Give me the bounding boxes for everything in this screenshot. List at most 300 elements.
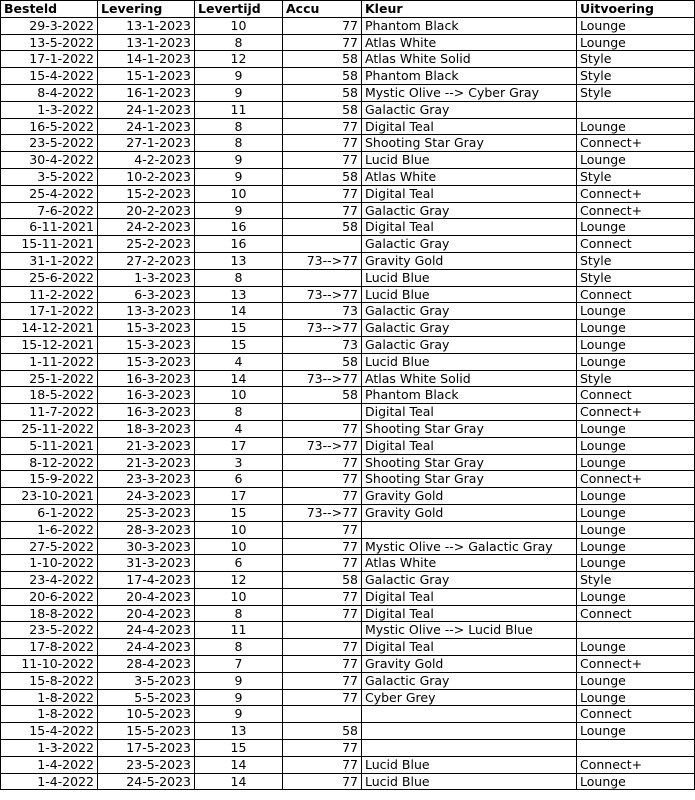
- besteld-cell: 7-6-2022: [1, 202, 98, 219]
- besteld-cell: 25-1-2022: [1, 370, 98, 387]
- kleur-cell: Digital Teal: [362, 404, 577, 421]
- table-row: [1, 622, 695, 639]
- table-row: [1, 555, 695, 572]
- accu-cell: 77: [283, 135, 362, 152]
- besteld-cell: 15-9-2022: [1, 471, 98, 488]
- accu-cell: [283, 622, 362, 639]
- kleur-cell: Lucid Blue: [362, 353, 577, 370]
- kleur-cell: Lucid Blue: [362, 152, 577, 169]
- levering-cell: 18-3-2023: [98, 420, 195, 437]
- levertijd-cell: 12: [195, 51, 283, 68]
- levering-cell: 6-3-2023: [98, 286, 195, 303]
- uitvoering-cell: Lounge: [577, 118, 695, 135]
- levertijd-cell: 8: [195, 34, 283, 51]
- levering-cell: 16-3-2023: [98, 404, 195, 421]
- header-levertijd: Levertijd: [195, 1, 283, 18]
- levertijd-cell: 10: [195, 185, 283, 202]
- accu-cell: 77: [283, 34, 362, 51]
- besteld-cell: 23-5-2022: [1, 135, 98, 152]
- accu-cell: 77: [283, 202, 362, 219]
- accu-cell: 77: [283, 521, 362, 538]
- besteld-cell: 6-1-2022: [1, 504, 98, 521]
- levertijd-cell: 14: [195, 303, 283, 320]
- levering-cell: 15-2-2023: [98, 185, 195, 202]
- table-row: [1, 370, 695, 387]
- uitvoering-cell: Connect+: [577, 656, 695, 673]
- levertijd-cell: 13: [195, 252, 283, 269]
- accu-cell: 77: [283, 740, 362, 757]
- header-kleur: Kleur: [362, 1, 577, 18]
- besteld-cell: 23-4-2022: [1, 572, 98, 589]
- levering-cell: 5-5-2023: [98, 689, 195, 706]
- levering-cell: 15-3-2023: [98, 353, 195, 370]
- levering-cell: 15-1-2023: [98, 68, 195, 85]
- levering-cell: 24-3-2023: [98, 488, 195, 505]
- uitvoering-cell: Lounge: [577, 538, 695, 555]
- uitvoering-cell: Style: [577, 68, 695, 85]
- uitvoering-cell: Connect+: [577, 135, 695, 152]
- levering-cell: 17-4-2023: [98, 572, 195, 589]
- kleur-cell: Digital Teal: [362, 605, 577, 622]
- table-row: [1, 572, 695, 589]
- table-row: [1, 454, 695, 471]
- accu-cell: 77: [283, 656, 362, 673]
- levertijd-cell: 9: [195, 68, 283, 85]
- kleur-cell: Galactic Gray: [362, 303, 577, 320]
- uitvoering-cell: Lounge: [577, 353, 695, 370]
- table-row: [1, 656, 695, 673]
- accu-cell: 77: [283, 689, 362, 706]
- header-accu: Accu: [283, 1, 362, 18]
- table-row: [1, 521, 695, 538]
- table-row: [1, 51, 695, 68]
- accu-cell: 73-->77: [283, 370, 362, 387]
- uitvoering-cell: Connect+: [577, 404, 695, 421]
- accu-cell: 77: [283, 420, 362, 437]
- table-row: [1, 689, 695, 706]
- table-row: [1, 84, 695, 101]
- uitvoering-cell: Connect: [577, 286, 695, 303]
- besteld-cell: 15-11-2021: [1, 236, 98, 253]
- kleur-cell: Lucid Blue: [362, 286, 577, 303]
- table-row: [1, 387, 695, 404]
- table-row: [1, 185, 695, 202]
- uitvoering-cell: Lounge: [577, 504, 695, 521]
- levertijd-cell: 16: [195, 219, 283, 236]
- uitvoering-cell: Style: [577, 84, 695, 101]
- levertijd-cell: 17: [195, 437, 283, 454]
- levering-cell: 13-3-2023: [98, 303, 195, 320]
- uitvoering-cell: Connect: [577, 605, 695, 622]
- uitvoering-cell: Lounge: [577, 336, 695, 353]
- accu-cell: 77: [283, 555, 362, 572]
- accu-cell: 58: [283, 101, 362, 118]
- besteld-cell: 8-12-2022: [1, 454, 98, 471]
- kleur-cell: Mystic Olive --> Lucid Blue: [362, 622, 577, 639]
- table-row: [1, 504, 695, 521]
- levering-cell: 3-5-2023: [98, 672, 195, 689]
- uitvoering-cell: Style: [577, 269, 695, 286]
- uitvoering-cell: Lounge: [577, 34, 695, 51]
- besteld-cell: 1-3-2022: [1, 740, 98, 757]
- table-row: [1, 672, 695, 689]
- levering-cell: 28-4-2023: [98, 656, 195, 673]
- besteld-cell: 31-1-2022: [1, 252, 98, 269]
- levering-cell: 31-3-2023: [98, 555, 195, 572]
- levertijd-cell: 12: [195, 572, 283, 589]
- besteld-cell: 23-5-2022: [1, 622, 98, 639]
- levering-cell: 20-4-2023: [98, 605, 195, 622]
- kleur-cell: Shooting Star Gray: [362, 420, 577, 437]
- besteld-cell: 1-11-2022: [1, 353, 98, 370]
- kleur-cell: [362, 740, 577, 757]
- levering-cell: 21-3-2023: [98, 454, 195, 471]
- levertijd-cell: 9: [195, 84, 283, 101]
- uitvoering-cell: Connect: [577, 236, 695, 253]
- levering-cell: 24-1-2023: [98, 101, 195, 118]
- kleur-cell: Lucid Blue: [362, 756, 577, 773]
- accu-cell: 58: [283, 168, 362, 185]
- levering-cell: 13-1-2023: [98, 17, 195, 34]
- uitvoering-cell: Connect+: [577, 471, 695, 488]
- levering-cell: 15-3-2023: [98, 336, 195, 353]
- table-row: [1, 202, 695, 219]
- accu-cell: 77: [283, 639, 362, 656]
- levertijd-cell: 9: [195, 672, 283, 689]
- levertijd-cell: 6: [195, 555, 283, 572]
- kleur-cell: [362, 723, 577, 740]
- levering-cell: 24-1-2023: [98, 118, 195, 135]
- kleur-cell: Shooting Star Gray: [362, 135, 577, 152]
- levering-cell: 14-1-2023: [98, 51, 195, 68]
- table-row: [1, 756, 695, 773]
- uitvoering-cell: Connect+: [577, 202, 695, 219]
- levering-cell: 16-3-2023: [98, 370, 195, 387]
- header-besteld: Besteld: [1, 1, 98, 18]
- levertijd-cell: 9: [195, 152, 283, 169]
- kleur-cell: Galactic Gray: [362, 572, 577, 589]
- uitvoering-cell: Lounge: [577, 588, 695, 605]
- table-row: [1, 420, 695, 437]
- uitvoering-cell: Lounge: [577, 672, 695, 689]
- besteld-cell: 1-3-2022: [1, 101, 98, 118]
- besteld-cell: 11-7-2022: [1, 404, 98, 421]
- table-row: [1, 706, 695, 723]
- uitvoering-cell: Lounge: [577, 437, 695, 454]
- table-row: [1, 101, 695, 118]
- uitvoering-cell: Lounge: [577, 488, 695, 505]
- accu-cell: [283, 269, 362, 286]
- kleur-cell: Phantom Black: [362, 17, 577, 34]
- table-row: [1, 320, 695, 337]
- levering-cell: 21-3-2023: [98, 437, 195, 454]
- table-row: [1, 17, 695, 34]
- besteld-cell: 11-2-2022: [1, 286, 98, 303]
- uitvoering-cell: Style: [577, 370, 695, 387]
- uitvoering-cell: [577, 740, 695, 757]
- levering-cell: 27-1-2023: [98, 135, 195, 152]
- besteld-cell: 15-4-2022: [1, 723, 98, 740]
- levering-cell: 10-2-2023: [98, 168, 195, 185]
- levertijd-cell: 14: [195, 756, 283, 773]
- kleur-cell: Atlas White: [362, 168, 577, 185]
- uitvoering-cell: Connect+: [577, 756, 695, 773]
- besteld-cell: 1-6-2022: [1, 521, 98, 538]
- accu-cell: 77: [283, 488, 362, 505]
- levertijd-cell: 13: [195, 286, 283, 303]
- table-row: [1, 740, 695, 757]
- kleur-cell: Mystic Olive --> Cyber Gray: [362, 84, 577, 101]
- levering-cell: 25-2-2023: [98, 236, 195, 253]
- uitvoering-cell: Lounge: [577, 420, 695, 437]
- uitvoering-cell: Lounge: [577, 320, 695, 337]
- levertijd-cell: 15: [195, 740, 283, 757]
- levertijd-cell: 11: [195, 101, 283, 118]
- levertijd-cell: 10: [195, 17, 283, 34]
- kleur-cell: Atlas White: [362, 555, 577, 572]
- levertijd-cell: 16: [195, 236, 283, 253]
- levering-cell: 24-5-2023: [98, 773, 195, 790]
- levertijd-cell: 15: [195, 336, 283, 353]
- table-row: [1, 437, 695, 454]
- uitvoering-cell: Lounge: [577, 773, 695, 790]
- kleur-cell: Shooting Star Gray: [362, 471, 577, 488]
- kleur-cell: Mystic Olive --> Galactic Gray: [362, 538, 577, 555]
- accu-cell: [283, 706, 362, 723]
- uitvoering-cell: [577, 622, 695, 639]
- kleur-cell: [362, 706, 577, 723]
- levering-cell: 20-4-2023: [98, 588, 195, 605]
- besteld-cell: 13-5-2022: [1, 34, 98, 51]
- accu-cell: 77: [283, 756, 362, 773]
- uitvoering-cell: [577, 101, 695, 118]
- besteld-cell: 15-4-2022: [1, 68, 98, 85]
- kleur-cell: Digital Teal: [362, 639, 577, 656]
- kleur-cell: Phantom Black: [362, 387, 577, 404]
- accu-cell: 58: [283, 353, 362, 370]
- levering-cell: 16-1-2023: [98, 84, 195, 101]
- kleur-cell: Lucid Blue: [362, 269, 577, 286]
- uitvoering-cell: Lounge: [577, 639, 695, 656]
- accu-cell: 77: [283, 17, 362, 34]
- kleur-cell: Phantom Black: [362, 68, 577, 85]
- table-row: [1, 538, 695, 555]
- besteld-cell: 8-4-2022: [1, 84, 98, 101]
- uitvoering-cell: Connect: [577, 706, 695, 723]
- besteld-cell: 1-4-2022: [1, 773, 98, 790]
- kleur-cell: Atlas White: [362, 34, 577, 51]
- besteld-cell: 14-12-2021: [1, 320, 98, 337]
- levertijd-cell: 10: [195, 538, 283, 555]
- levertijd-cell: 7: [195, 656, 283, 673]
- levering-cell: 15-5-2023: [98, 723, 195, 740]
- accu-cell: [283, 404, 362, 421]
- levertijd-cell: 9: [195, 168, 283, 185]
- uitvoering-cell: Lounge: [577, 219, 695, 236]
- accu-cell: [283, 236, 362, 253]
- levering-cell: 25-3-2023: [98, 504, 195, 521]
- accu-cell: 77: [283, 454, 362, 471]
- levertijd-cell: 4: [195, 353, 283, 370]
- kleur-cell: Digital Teal: [362, 219, 577, 236]
- kleur-cell: Galactic Gray: [362, 101, 577, 118]
- table-row: [1, 336, 695, 353]
- kleur-cell: Digital Teal: [362, 437, 577, 454]
- besteld-cell: 15-12-2021: [1, 336, 98, 353]
- besteld-cell: 23-10-2021: [1, 488, 98, 505]
- table-row: [1, 34, 695, 51]
- accu-cell: 73-->77: [283, 320, 362, 337]
- table-row: [1, 404, 695, 421]
- kleur-cell: Galactic Gray: [362, 236, 577, 253]
- besteld-cell: 11-10-2022: [1, 656, 98, 673]
- kleur-cell: Digital Teal: [362, 118, 577, 135]
- besteld-cell: 17-8-2022: [1, 639, 98, 656]
- kleur-cell: Lucid Blue: [362, 773, 577, 790]
- table-row: [1, 68, 695, 85]
- levertijd-cell: 10: [195, 588, 283, 605]
- accu-cell: 73-->77: [283, 504, 362, 521]
- kleur-cell: [362, 521, 577, 538]
- accu-cell: 77: [283, 605, 362, 622]
- kleur-cell: Galactic Gray: [362, 336, 577, 353]
- levertijd-cell: 8: [195, 269, 283, 286]
- kleur-cell: Shooting Star Gray: [362, 454, 577, 471]
- levering-cell: 24-2-2023: [98, 219, 195, 236]
- levertijd-cell: 10: [195, 387, 283, 404]
- table-row: [1, 135, 695, 152]
- accu-cell: 58: [283, 723, 362, 740]
- table-row: [1, 773, 695, 790]
- besteld-cell: 15-8-2022: [1, 672, 98, 689]
- table-row: [1, 219, 695, 236]
- table-row: [1, 236, 695, 253]
- header-levering: Levering: [98, 1, 195, 18]
- levertijd-cell: 17: [195, 488, 283, 505]
- kleur-cell: Galactic Gray: [362, 672, 577, 689]
- kleur-cell: Galactic Gray: [362, 202, 577, 219]
- table-row: [1, 588, 695, 605]
- levering-cell: 23-5-2023: [98, 756, 195, 773]
- levertijd-cell: 9: [195, 689, 283, 706]
- besteld-cell: 1-8-2022: [1, 706, 98, 723]
- table-row: [1, 252, 695, 269]
- kleur-cell: Cyber Grey: [362, 689, 577, 706]
- levertijd-cell: 8: [195, 135, 283, 152]
- table-row: [1, 488, 695, 505]
- accu-cell: 58: [283, 84, 362, 101]
- levering-cell: 13-1-2023: [98, 34, 195, 51]
- uitvoering-cell: Lounge: [577, 689, 695, 706]
- table-row: [1, 639, 695, 656]
- uitvoering-cell: Lounge: [577, 17, 695, 34]
- besteld-cell: 3-5-2022: [1, 168, 98, 185]
- besteld-cell: 5-11-2021: [1, 437, 98, 454]
- uitvoering-cell: Lounge: [577, 555, 695, 572]
- accu-cell: 73-->77: [283, 286, 362, 303]
- levertijd-cell: 8: [195, 605, 283, 622]
- uitvoering-cell: Lounge: [577, 723, 695, 740]
- levering-cell: 24-4-2023: [98, 639, 195, 656]
- uitvoering-cell: Connect+: [577, 185, 695, 202]
- levering-cell: 20-2-2023: [98, 202, 195, 219]
- levertijd-cell: 8: [195, 639, 283, 656]
- levertijd-cell: 4: [195, 420, 283, 437]
- besteld-cell: 30-4-2022: [1, 152, 98, 169]
- kleur-cell: Gravity Gold: [362, 656, 577, 673]
- accu-cell: 73-->77: [283, 252, 362, 269]
- besteld-cell: 25-4-2022: [1, 185, 98, 202]
- uitvoering-cell: Lounge: [577, 454, 695, 471]
- accu-cell: 73-->77: [283, 437, 362, 454]
- accu-cell: 77: [283, 538, 362, 555]
- levertijd-cell: 6: [195, 471, 283, 488]
- kleur-cell: Galactic Gray: [362, 320, 577, 337]
- accu-cell: 77: [283, 118, 362, 135]
- accu-cell: 58: [283, 219, 362, 236]
- kleur-cell: Gravity Gold: [362, 504, 577, 521]
- levertijd-cell: 10: [195, 521, 283, 538]
- levering-cell: 23-3-2023: [98, 471, 195, 488]
- accu-cell: 77: [283, 588, 362, 605]
- table-row: [1, 723, 695, 740]
- levertijd-cell: 8: [195, 404, 283, 421]
- levertijd-cell: 3: [195, 454, 283, 471]
- accu-cell: 73: [283, 303, 362, 320]
- uitvoering-cell: Style: [577, 252, 695, 269]
- levering-cell: 24-4-2023: [98, 622, 195, 639]
- header-row: [1, 1, 695, 18]
- table-row: [1, 118, 695, 135]
- kleur-cell: Atlas White Solid: [362, 370, 577, 387]
- kleur-cell: Gravity Gold: [362, 488, 577, 505]
- levering-cell: 16-3-2023: [98, 387, 195, 404]
- levering-cell: 27-2-2023: [98, 252, 195, 269]
- levertijd-cell: 15: [195, 504, 283, 521]
- levertijd-cell: 11: [195, 622, 283, 639]
- besteld-cell: 1-4-2022: [1, 756, 98, 773]
- kleur-cell: Digital Teal: [362, 588, 577, 605]
- levertijd-cell: 9: [195, 706, 283, 723]
- accu-cell: 73: [283, 336, 362, 353]
- levertijd-cell: 8: [195, 118, 283, 135]
- kleur-cell: Gravity Gold: [362, 252, 577, 269]
- table-row: [1, 286, 695, 303]
- levering-cell: 10-5-2023: [98, 706, 195, 723]
- accu-cell: 77: [283, 185, 362, 202]
- accu-cell: 77: [283, 471, 362, 488]
- uitvoering-cell: Lounge: [577, 303, 695, 320]
- levering-cell: 15-3-2023: [98, 320, 195, 337]
- accu-cell: 58: [283, 572, 362, 589]
- levertijd-cell: 15: [195, 320, 283, 337]
- accu-cell: 77: [283, 152, 362, 169]
- levering-cell: 17-5-2023: [98, 740, 195, 757]
- uitvoering-cell: Style: [577, 51, 695, 68]
- besteld-cell: 17-1-2022: [1, 303, 98, 320]
- besteld-cell: 17-1-2022: [1, 51, 98, 68]
- besteld-cell: 25-11-2022: [1, 420, 98, 437]
- besteld-cell: 29-3-2022: [1, 17, 98, 34]
- besteld-cell: 1-10-2022: [1, 555, 98, 572]
- levering-cell: 1-3-2023: [98, 269, 195, 286]
- accu-cell: 58: [283, 68, 362, 85]
- kleur-cell: Atlas White Solid: [362, 51, 577, 68]
- besteld-cell: 27-5-2022: [1, 538, 98, 555]
- table-row: [1, 269, 695, 286]
- table-row: [1, 168, 695, 185]
- levering-cell: 4-2-2023: [98, 152, 195, 169]
